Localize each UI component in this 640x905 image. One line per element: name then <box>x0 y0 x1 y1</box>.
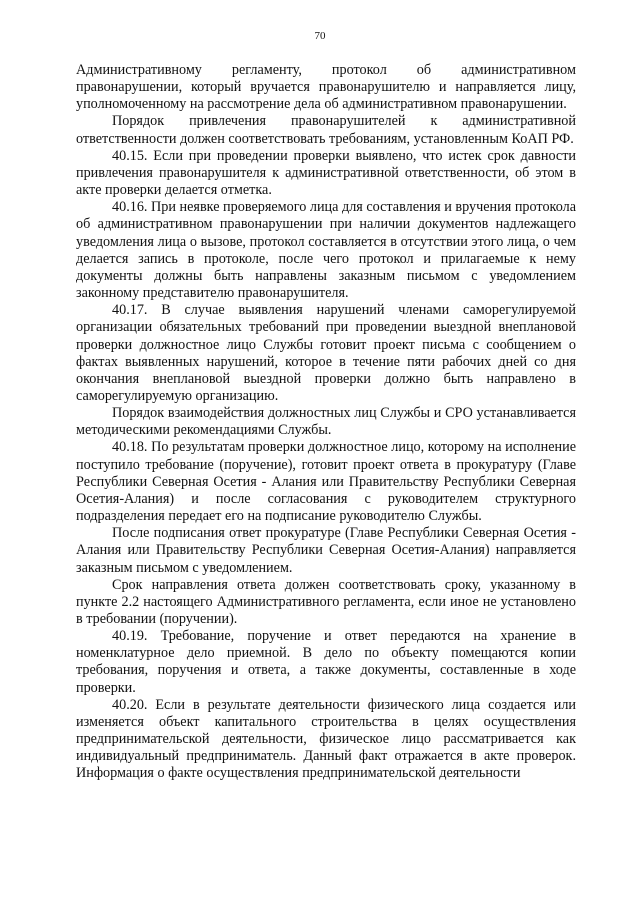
document-body <box>76 62 576 783</box>
paragraph-6: Порядок взаимодействия должностных лиц Службы и СРО устанавливается методическими рекомендациями Службы. <box>76 405 576 439</box>
paragraph-10: 40.19. Требование, поручение и ответ передаются на хранение в номенклатурное дело приемной. В дело по объекту помещаются копии требования, поручения и ответа, а также документы, составленные в ходе проверки. <box>76 628 576 696</box>
paragraph-5: 40.17. В случае выявления нарушений членами саморегулируемой организации обязательных требований при проведении выездной внеплановой проверки должностное лицо Службы готовит проект письма с сообщением о фактах выявленных нарушений, которое в течение пяти рабочих дней со дня окончания внеплановой выездной проверки должно быть направлено в саморегулируемую организацию. <box>76 302 576 404</box>
paragraph-4: 40.16. При неявке проверяемого лица для составления и вручения протокола об административном правонарушении при наличии документов надлежащего уведомления лица о вызове, протокол составляется в отсутствии этого лица, о чем делается запись в протоколе, после чего протокол и прилагаемые к нему документы должны быть направлены заказным письмом с уведомлением законному представителю правонарушителя. <box>76 199 576 302</box>
paragraph-8: После подписания ответ прокуратуре (Главе Республики Северная Осетия - Алания или Правительству Республики Северная Осетия-Алания) направляется заказным письмом с уведомлением. <box>76 525 576 576</box>
paragraph-3: 40.15. Если при проведении проверки выявлено, что истек срок давности привлечения правонарушителя к административной ответственности, об этом в акте проверки делается отметка. <box>76 147 576 199</box>
paragraph-2: Порядок привлечения правонарушителей к административной ответственности должен соответствовать требованиям, установленным КоАП РФ. <box>76 113 576 147</box>
paragraph-9: Срок направления ответа должен соответствовать сроку, указанному в пункте 2.2 настоящего Административного регламента, если иное не установлено в требовании (поручении). <box>76 576 576 627</box>
paragraph-11: 40.20. Если в результате деятельности физического лица создается или изменяется объект капитального строительства в целях осуществления предпринимательской деятельности, физическое лицо рассматривается как индивидуальный предприниматель. Данный факт отражается в акте проверок. Информация о факте осуществления предпринимательской деятельности <box>76 696 576 782</box>
page-number: 70 <box>314 30 326 42</box>
paragraph-1: Административному регламенту, протокол об административном правонарушении, который вручается правонарушителю и направляется лицу, уполномоченному на рассмотрение дела об административном правонарушении. <box>76 62 576 113</box>
paragraph-7: 40.18. По результатам проверки должностное лицо, которому на исполнение поступило требование (поручение), готовит проект ответа в прокуратуру (Главе Республики Северная Осетия - Алания или Правительству Республики Северная Осетия-Алания) и после согласования с руководителем структурного подразделения передает его на подписание руководителю Службы. <box>76 439 576 525</box>
